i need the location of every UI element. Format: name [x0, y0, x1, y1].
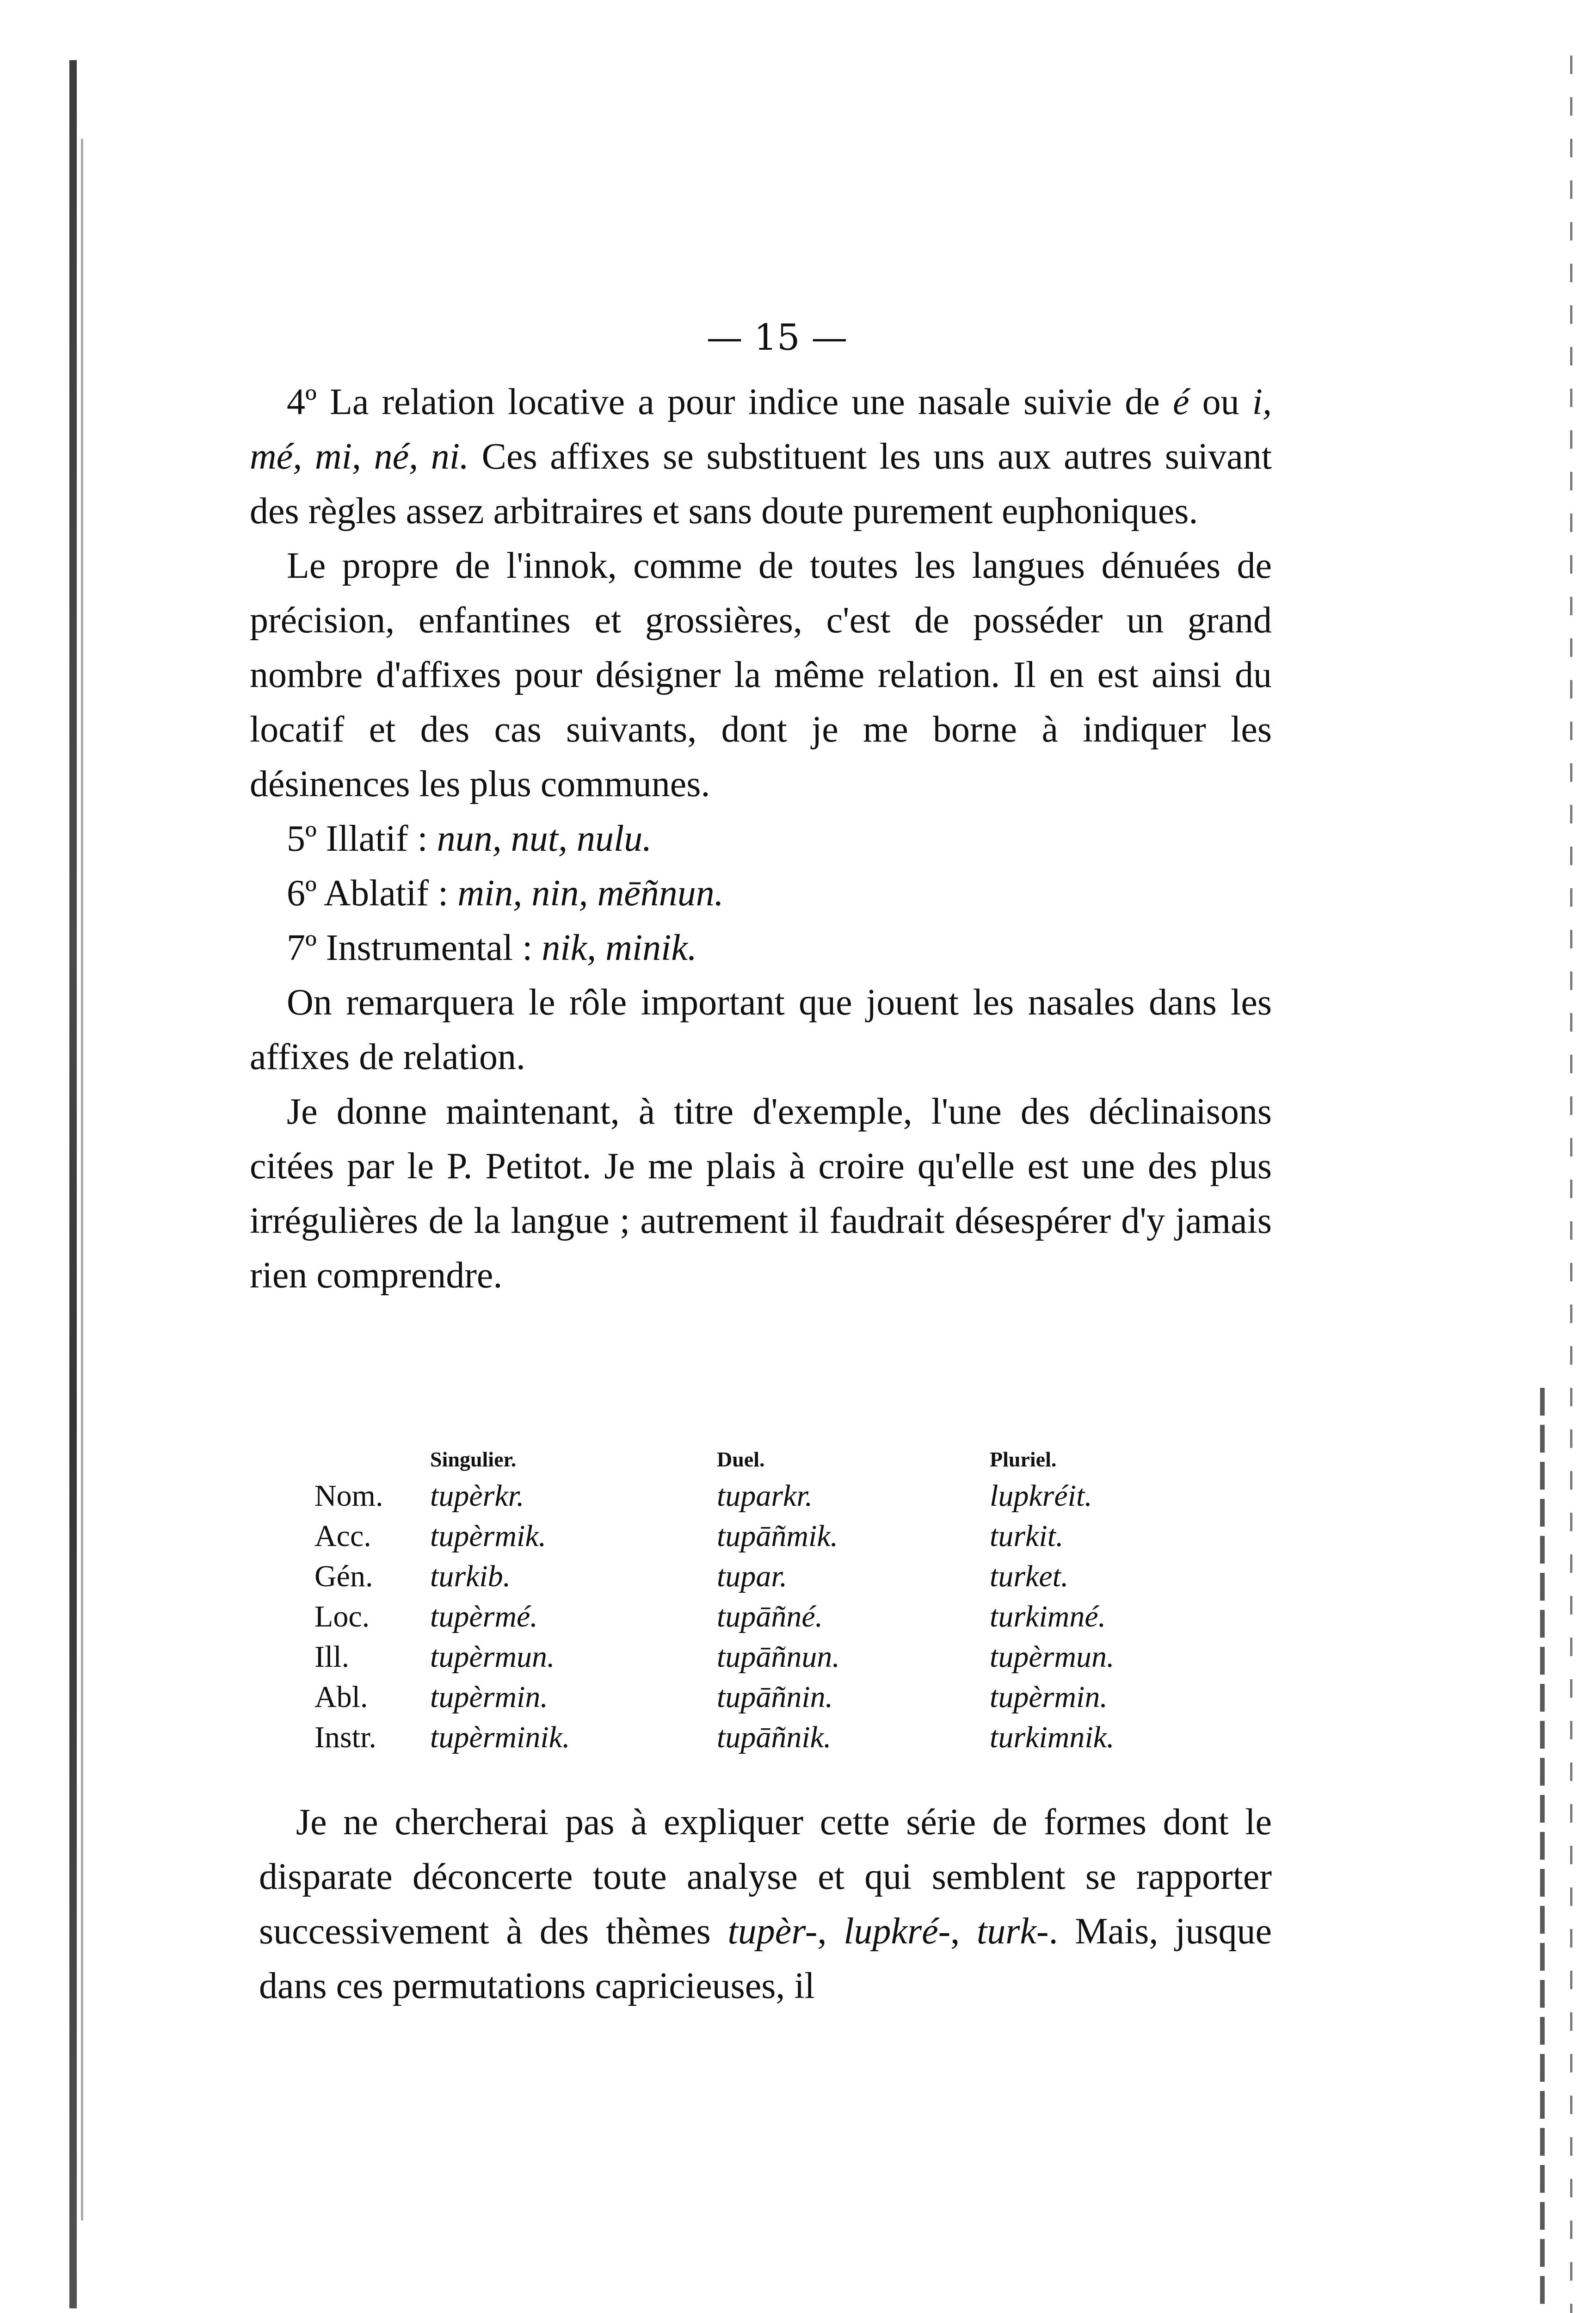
- form-duel: tupāñnin.: [717, 1680, 833, 1714]
- case-label: Ill.: [314, 1640, 350, 1674]
- paragraph-locative: [250, 375, 1272, 538]
- case-ablatif-forms: min, nin, mēñnun.: [457, 873, 724, 914]
- case-illatif: [250, 811, 1272, 866]
- closing-part-1: Je ne chercherai pas à expliquer cette série de formes dont le disparate déconcerte toute analyse et qui semblent se rapporter successivement à des thèmes: [259, 1802, 1272, 1952]
- affix-list: i, mé, mi, né, ni.: [250, 382, 1272, 477]
- form-duel: tupāñmik.: [717, 1519, 838, 1553]
- closing-text: [259, 1795, 1272, 2013]
- paragraph-locative-rest: Ces affixes se substituent les uns aux autres suivant des règles assez arbitraires et sans doute purement euphoniques.: [250, 436, 1272, 532]
- theme-tuper: tupèr-: [727, 1911, 818, 1952]
- case-illatif-forms: nun, nut, nulu.: [437, 818, 652, 859]
- form-duel: tuparkr.: [717, 1479, 813, 1513]
- declension-header-row: [314, 1443, 1193, 1476]
- scan-right-edge: [1570, 56, 1572, 2313]
- header-case: [314, 1443, 430, 1476]
- table-row: [314, 1596, 1193, 1637]
- form-singulier: tupèrmun.: [430, 1640, 555, 1674]
- table-row: [314, 1637, 1193, 1677]
- form-singulier: turkib.: [430, 1559, 511, 1593]
- closing-comma-2: ,: [950, 1911, 977, 1952]
- case-label: Nom.: [314, 1479, 383, 1513]
- form-pluriel: tupèrmin.: [990, 1680, 1108, 1714]
- form-pluriel: turket.: [990, 1559, 1069, 1593]
- case-ablatif-label: 6º Ablatif :: [287, 873, 458, 914]
- paragraph-nasales: On remarquera le rôle important que jouent les nasales dans les affixes de relation.: [250, 982, 1272, 1077]
- case-ablatif: [250, 866, 1272, 921]
- table-row: [314, 1556, 1193, 1596]
- form-singulier: tupèrkr.: [430, 1479, 524, 1513]
- affix-e: é: [1172, 382, 1189, 422]
- table-row: [314, 1677, 1193, 1717]
- form-pluriel: turkimné.: [990, 1600, 1106, 1633]
- case-illatif-label: 5º Illatif :: [287, 818, 437, 859]
- theme-lupkre: lupkré-: [844, 1911, 951, 1952]
- paragraph-locative-lead: 4º La relation locative a pour indice une nasale suivie de: [287, 382, 1173, 422]
- form-pluriel: lupkréit.: [990, 1479, 1092, 1513]
- closing-comma-1: ,: [817, 1911, 844, 1952]
- form-duel: tupāñnik.: [717, 1720, 832, 1754]
- form-duel: tupar.: [717, 1559, 788, 1593]
- table-row: [314, 1476, 1193, 1516]
- case-label: Loc.: [314, 1600, 370, 1633]
- case-instrumental: [250, 921, 1272, 975]
- form-duel: tupāñnun.: [717, 1640, 840, 1674]
- header-pluriel: Pluriel.: [990, 1447, 1057, 1471]
- form-duel: tupāñné.: [717, 1600, 823, 1633]
- case-label: Acc.: [314, 1519, 371, 1553]
- paragraph-petitot: Je donne maintenant, à titre d'exemple, l'une des déclinaisons citées par le P. Petitot. Je me plais à croire qu'elle est une des plus irrégulières de la langue ; autrement il faudrait désespérer d'y jamais rien comprendre.: [250, 1091, 1272, 1296]
- form-singulier: tupèrmin.: [430, 1680, 548, 1714]
- form-singulier: tupèrmik.: [430, 1519, 547, 1553]
- header-singulier: Singulier.: [430, 1447, 517, 1471]
- declension-table: [314, 1443, 1193, 1757]
- table-row: [314, 1516, 1193, 1556]
- case-label: Abl.: [314, 1680, 368, 1714]
- form-pluriel: tupèrmun.: [990, 1640, 1115, 1674]
- form-pluriel: turkit.: [990, 1519, 1064, 1553]
- theme-turk: turk-: [977, 1911, 1049, 1952]
- form-singulier: tupèrmé.: [430, 1600, 538, 1633]
- scan-binding-edge: [69, 60, 77, 2308]
- scan-binding-shadow: [81, 139, 83, 2220]
- case-label: Gén.: [314, 1559, 373, 1593]
- header-duel: Duel.: [717, 1447, 765, 1471]
- paragraph-locative-or: ou: [1189, 382, 1252, 422]
- paragraph-innok: Le propre de l'innok, comme de toutes les langues dénuées de précision, enfantines et grossières, c'est de posséder un grand nombre d'affixes pour désigner la même relation. Il en est ainsi du locatif et des cas suivants, dont je me borne à indiquer les désinences les plus communes.: [250, 545, 1272, 804]
- form-pluriel: turkimnik.: [990, 1720, 1115, 1754]
- body-text: [250, 375, 1272, 1303]
- case-instrumental-forms: nik, minik.: [542, 928, 697, 968]
- paragraph-closing: [259, 1795, 1272, 2013]
- table-row: [314, 1717, 1193, 1757]
- page-number: — 15 —: [706, 317, 848, 359]
- case-instrumental-label: 7º Instrumental :: [287, 928, 542, 968]
- scan-right-edge-dark: [1540, 1388, 1545, 2304]
- form-singulier: tupèrminik.: [430, 1720, 570, 1754]
- closing-part-2: . Mais, jusque dans ces permutations capricieuses, il: [259, 1911, 1272, 2006]
- case-label: Instr.: [314, 1720, 376, 1754]
